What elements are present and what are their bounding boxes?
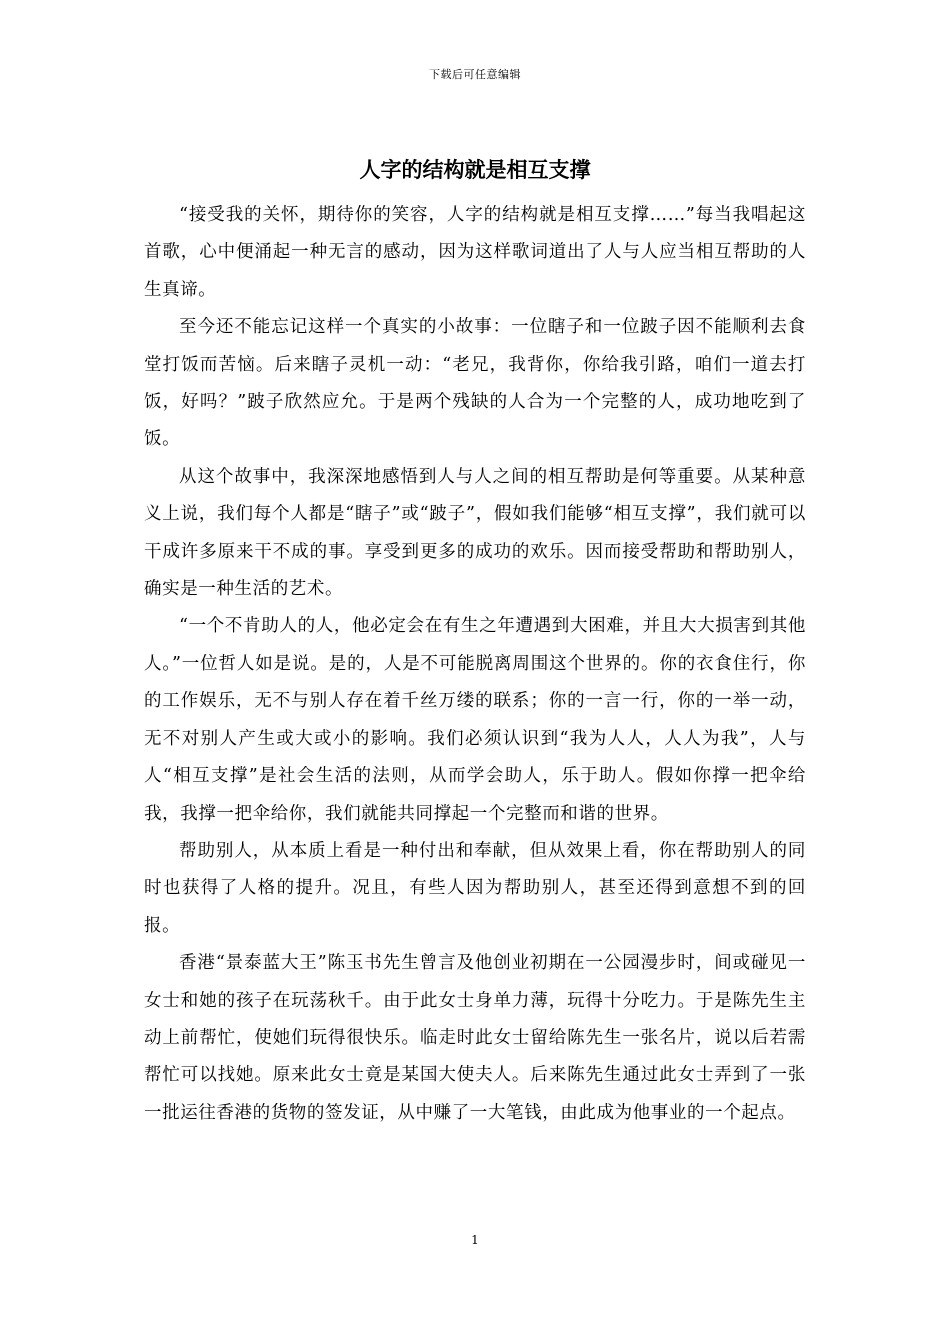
paragraph-1: “接受我的关怀，期待你的笑容，人字的结构就是相互支撑……”每当我唱起这首歌，心中便涌起一种无言的感动，因为这样歌词道出了人与人应当相互帮助的人生真谛。 (144, 205, 806, 300)
page-header: 下载后可任意编辑 (429, 68, 521, 81)
paragraph-2: 至今还不能忘记这样一个真实的小故事：一位瞎子和一位跛子因不能顺利去食堂打饭而苦恼。后来瞎子灵机一动：“老兄，我背你，你给我引路，咱们一道去打饭，好吗？”跛子欣然应允。于是两个残缺的人合为一个完整的人，成功地吃到了饭。 (144, 317, 806, 450)
page-number: 1 (471, 1233, 479, 1247)
document-body (144, 197, 806, 1132)
paragraph-6: 香港“景泰蓝大王”陈玉书先生曾言及他创业初期在一公园漫步时，间或碰见一女士和她的孩子在玩荡秋千。由于此女士身单力薄，玩得十分吃力。于是陈先生主动上前帮忙，使她们玩得很快乐。临走时此女士留给陈先生一张名片，说以后若需帮忙可以找她。原来此女士竟是某国大使夫人。后来陈先生通过此女士弄到了一张一批运往香港的货物的签发证，从中赚了一大笔钱，由此成为他事业的一个起点。 (144, 953, 806, 1123)
document-title: 人字的结构就是相互支撑 (359, 158, 591, 182)
paragraph-5: 帮助别人，从本质上看是一种付出和奉献，但从效果上看，你在帮助别人的同时也获得了人格的提升。况且，有些人因为帮助别人，甚至还得到意想不到的回报。 (144, 840, 806, 936)
paragraph-4: “一个不肯助人的人，他必定会在有生之年遭遇到大困难，并且大大损害到其他人。”一位哲人如是说。是的，人是不可能脱离周围这个世界的。你的衣食住行，你的工作娱乐，无不与别人存在着千丝万缕的联系；你的一言一行，你的一举一动，无不对别人产生或大或小的影响。我们必须认识到“我为人人，人人为我”，人与人“相互支撑”是社会生活的法则，从而学会助人，乐于助人。假如你撑一把伞给我，我撑一把伞给你，我们就能共同撑起一个完整而和谐的世界。 (144, 616, 806, 824)
paragraph-3: 从这个故事中，我深深地感悟到人与人之间的相互帮助是何等重要。从某种意义上说，我们每个人都是“瞎子”或“跛子”，假如我们能够“相互支撑”，我们就可以干成许多原来干不成的事。享受到更多的成功的欢乐。因而接受帮助和帮助别人，确实是一种生活的艺术。 (144, 466, 806, 600)
